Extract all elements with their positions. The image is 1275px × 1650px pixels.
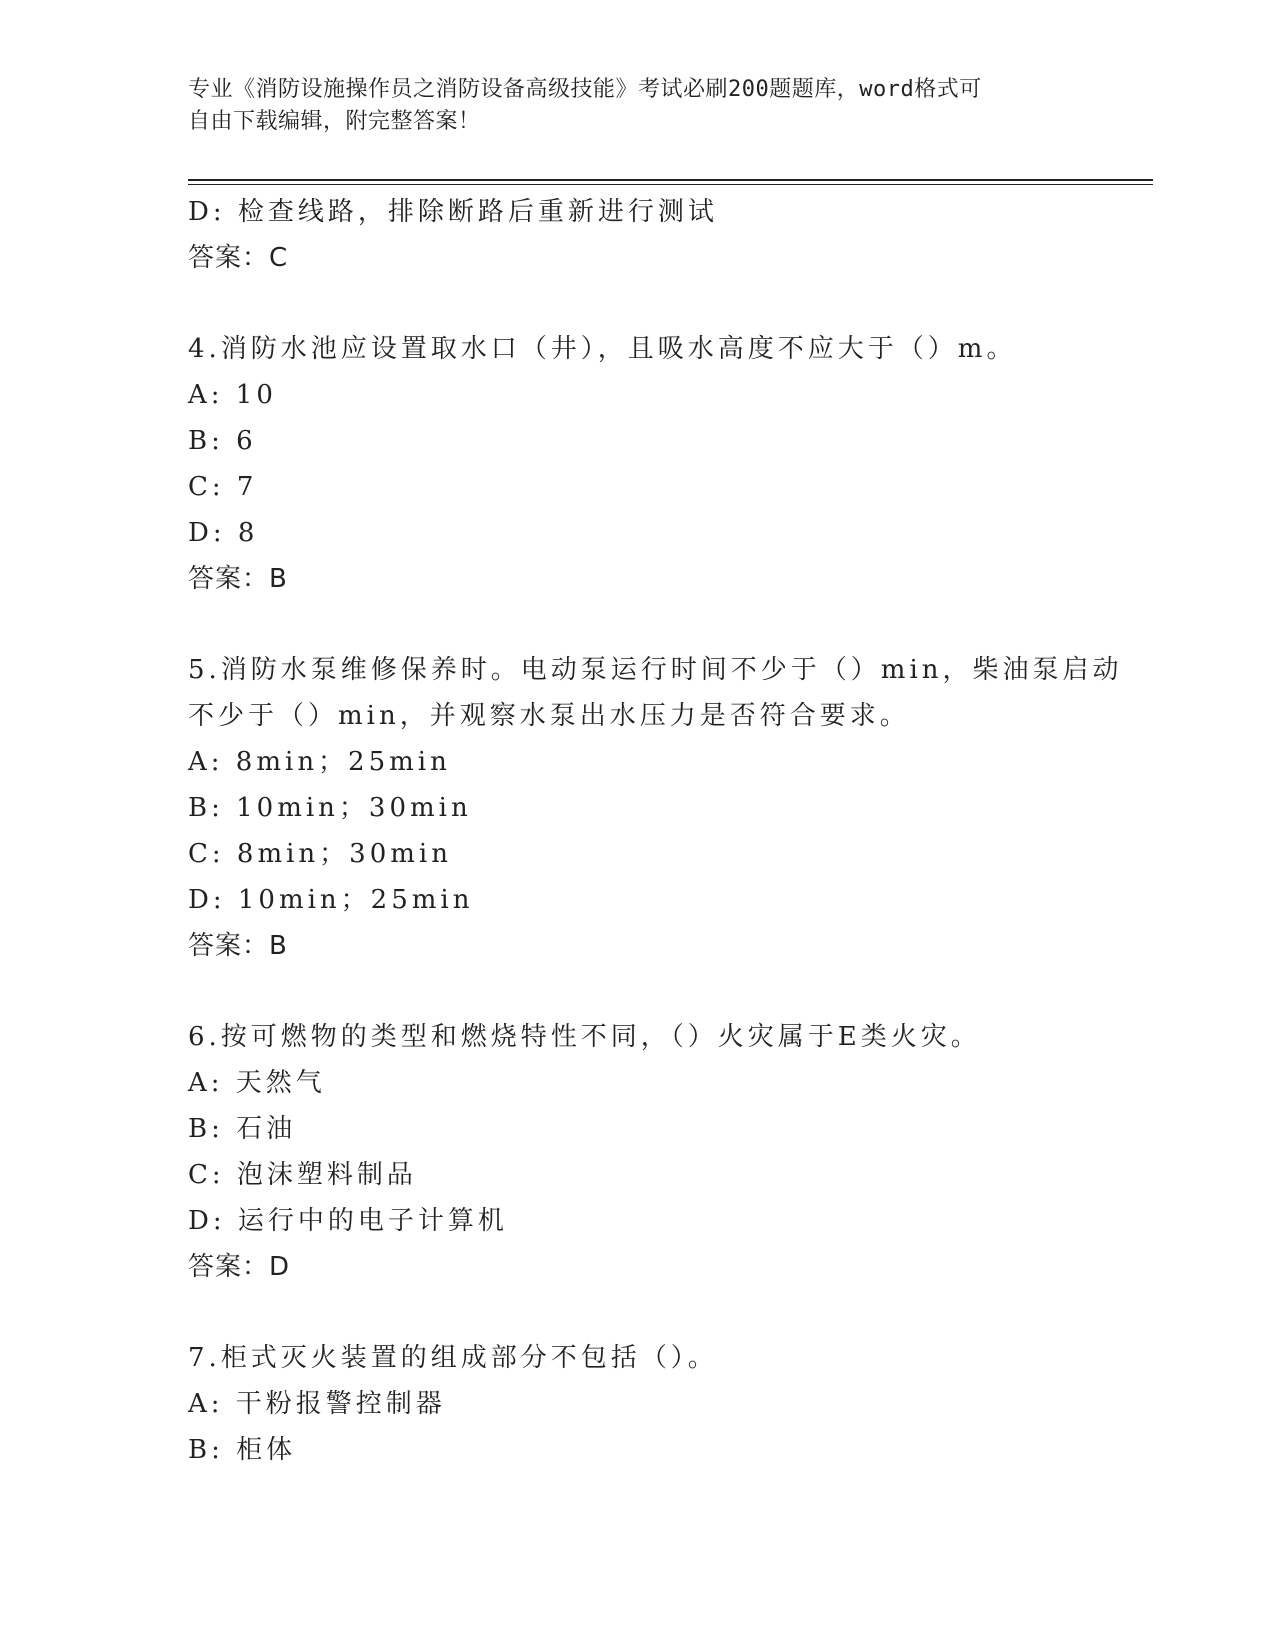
spacer <box>188 1290 1153 1335</box>
option-b: B: 10min；30min <box>188 793 472 823</box>
option-b: B: 柜体 <box>188 1435 297 1465</box>
question-list <box>188 189 1153 1473</box>
header-line-1: 专业《消防设施操作员之消防设备高级技能》考试必刷200题题库，word格式可 <box>188 77 982 102</box>
option-c: C: 8min；30min <box>188 839 452 869</box>
header-line-2: 自由下载编辑，附完整答案！ <box>188 109 481 134</box>
question-stem-line-2: 不少于（）min，并观察水泵出水压力是否符合要求。 <box>188 701 910 731</box>
option-d: D: 8 <box>188 518 259 548</box>
option-b: B: 6 <box>188 426 257 456</box>
option-a: A: 10 <box>188 380 277 410</box>
question-5 <box>188 647 1153 969</box>
spacer <box>188 969 1153 1014</box>
option-a: A: 8min；25min <box>188 747 451 777</box>
option-b: B: 石油 <box>188 1114 297 1144</box>
answer-line: 答案：B <box>188 564 288 594</box>
document-header <box>188 74 1088 138</box>
option-a: A: 干粉报警控制器 <box>188 1389 446 1419</box>
question-4 <box>188 326 1153 602</box>
spacer <box>188 281 1153 326</box>
question-stem: 4.消防水池应设置取水口（井），且吸水高度不应大于（）m。 <box>188 334 1017 364</box>
answer-line: 答案：D <box>188 1252 291 1282</box>
question-stem-line-1: 5.消防水泵维修保养时。电动泵运行时间不少于（）min，柴油泵启动 <box>188 655 1123 685</box>
option-a: A: 天然气 <box>188 1068 326 1098</box>
answer-line: 答案：C <box>188 243 289 273</box>
question-7 <box>188 1335 1153 1473</box>
question-6 <box>188 1014 1153 1290</box>
option-d: D: 检查线路，排除断路后重新进行测试 <box>188 197 718 227</box>
option-d: D: 10min；25min <box>188 885 474 915</box>
header-divider-thin <box>188 184 1153 185</box>
option-c: C: 泡沫塑料制品 <box>188 1160 417 1190</box>
option-d: D: 运行中的电子计算机 <box>188 1206 508 1236</box>
answer-line: 答案：B <box>188 931 288 961</box>
question-stem: 6.按可燃物的类型和燃烧特性不同，（）火灾属于E类火灾。 <box>188 1022 981 1052</box>
question-stem: 7.柜式灭火装置的组成部分不包括（）。 <box>188 1343 718 1373</box>
option-c: C: 7 <box>188 472 258 502</box>
spacer <box>188 602 1153 647</box>
header-divider-thick <box>188 179 1153 181</box>
